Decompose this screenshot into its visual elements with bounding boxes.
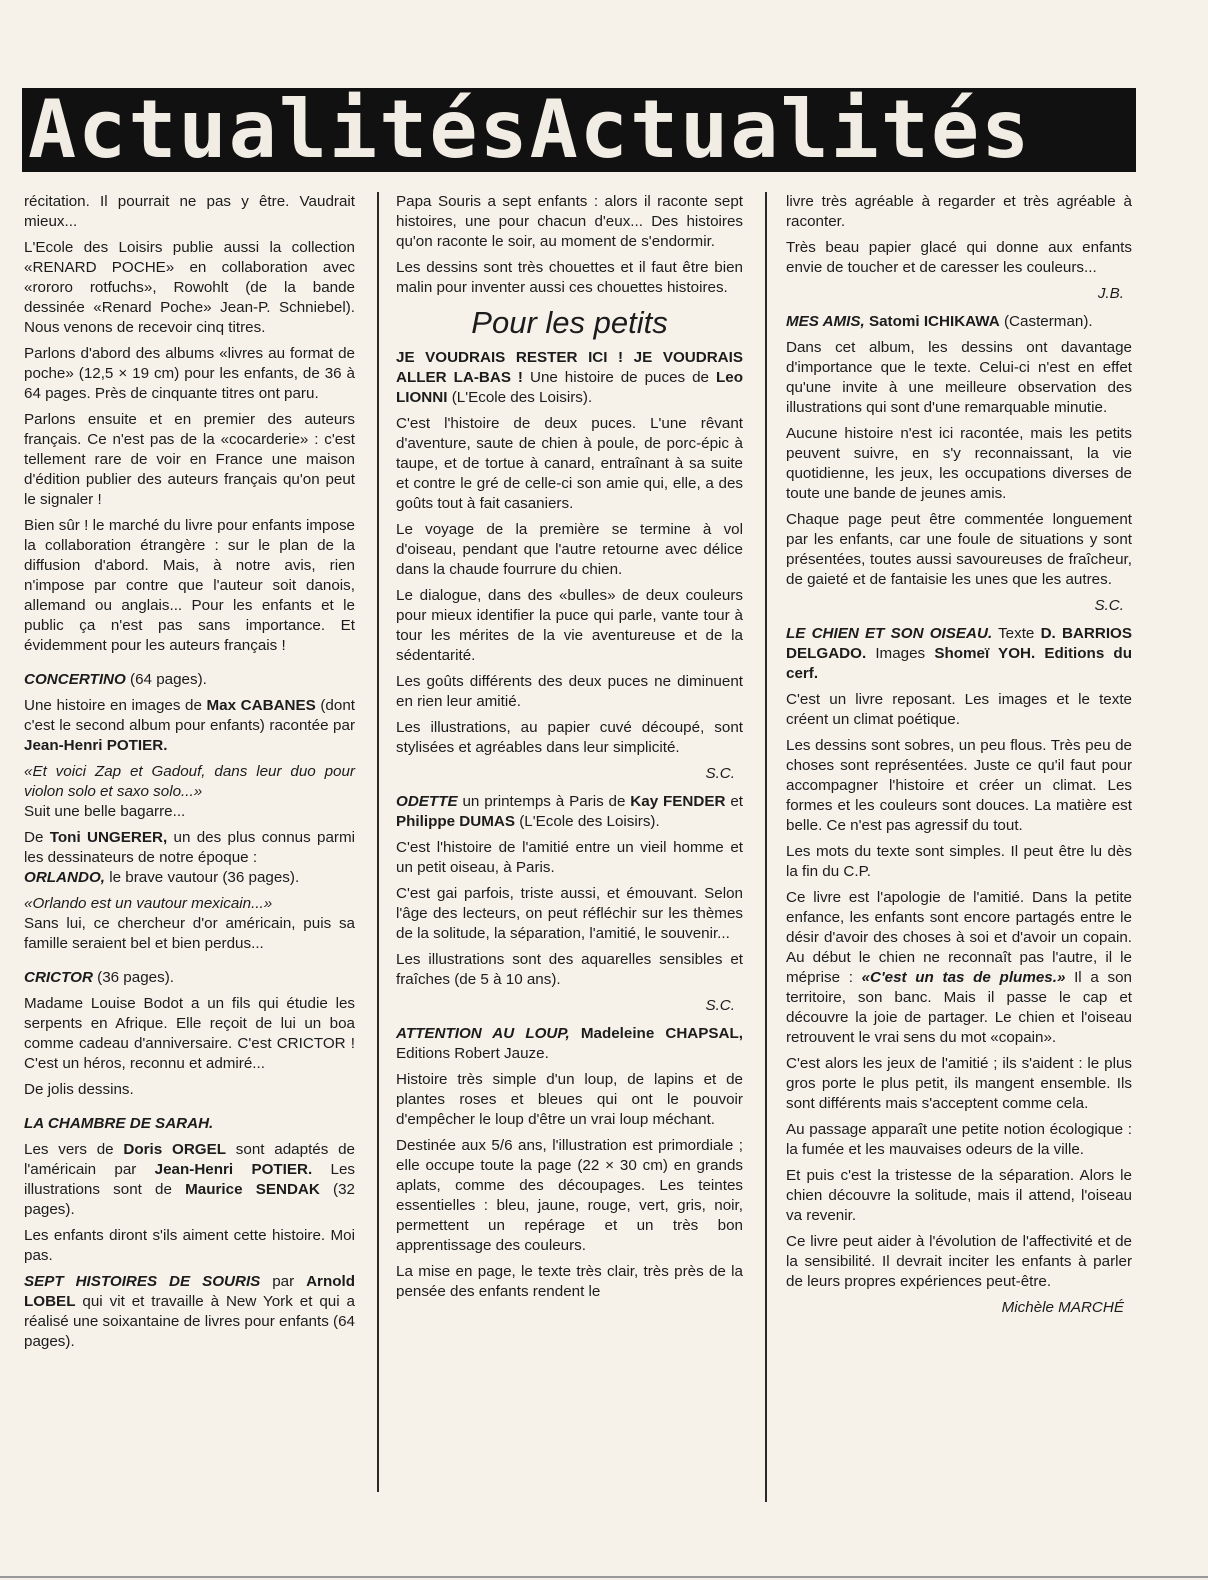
paragraph: Les dessins sont sobres, un peu flous. Très peu de choses sont représentées. Juste ce qu'il faut pour accompagner l'histoire et créer un climat. Les formes et les couleurs sont douces. La matière est belle. Ce n'est pas agressif du tout. <box>786 737 1132 834</box>
book-title: LA CHAMBRE DE SARAH. <box>24 1115 214 1132</box>
paragraph: Et puis c'est la tristesse de la séparation. Alors le chien découvre la solitude, mais il attend, l'oiseau va revenir. <box>786 1167 1132 1224</box>
paragraph: C'est l'histoire de deux puces. L'une rêvant d'aventure, saute de chien à poule, de porc-épic à taupe, et de tortue à canard, entraînant à sa suite et contre le gré de celle-ci son amie qui, elle, a des goûts tout à fait casaniers. <box>396 415 743 512</box>
paragraph: De jolis dessins. <box>24 1081 134 1098</box>
signature: S.C. <box>1094 597 1124 614</box>
author-name: Doris ORGEL <box>123 1141 227 1158</box>
paragraph: Le dialogue, dans des «bulles» de deux couleurs pour mieux identifier la puce qui parle, vante tour à tour les mérites de la vie aventureuse et de la sédentarité. <box>396 587 743 664</box>
paragraph: Parlons d'abord des albums «livres au format de poche» (12,5 × 19 cm) pour les enfants, de 36 à 64 pages. Près de cinquante titres ont paru. <box>24 345 355 402</box>
review-heading: ORLANDO, le brave vautour (36 pages). <box>24 869 300 886</box>
paragraph: Chaque page peut être commentée longuement par les enfants, car une foule de situations y sont présentées, toutes aussi savoureuses de fraîcheur, de gaieté et de fantaisie les unes que les autres. <box>786 511 1132 588</box>
paragraph: LE CHIEN ET SON OISEAU. Texte D. BARRIOS DELGADO. Images Shomeï YOH. Editions du cerf. <box>786 625 1132 682</box>
paragraph: SEPT HISTOIRES DE SOURIS par Arnold LOBEL qui vit et travaille à New York et qui a réalisé une soixantaine de livres pour enfants (64 pages). <box>24 1273 355 1350</box>
paragraph: Destinée aux 5/6 ans, l'illustration est primordiale ; elle occupe toute la page (22 × 30 cm) en grands aplats, comme des découpages. Les teintes essentielles : bleu, jaune, rouge, vert, gris, noir, permettent un repérage et un très bon apprentissage des couleurs. <box>396 1137 743 1254</box>
paragraph: C'est l'histoire de l'amitié entre un vieil homme et un petit oiseau, à Paris. <box>396 839 743 876</box>
paragraph: Suit une belle bagarre... <box>24 803 186 820</box>
author-name: Satomi ICHIKAWA <box>864 313 1000 330</box>
author-name: Maurice SENDAK <box>185 1181 320 1198</box>
quote: «Orlando est un vautour mexicain...» <box>24 895 273 912</box>
author-name: Shomeï YOH. Editions du cerf. <box>786 645 1132 682</box>
column-divider-1 <box>377 192 379 1492</box>
signature: J.B. <box>1097 285 1124 302</box>
paragraph: Histoire très simple d'un loup, de lapins et de plantes roses et bleues qui ont le pouvoir d'empêcher le loup d'être un vrai loup méchant. <box>396 1071 743 1128</box>
book-title: ATTENTION AU LOUP, <box>396 1025 570 1042</box>
column-1 <box>24 192 355 1358</box>
paragraph: C'est gai parfois, triste aussi, et émouvant. Selon l'âge des lecteurs, on peut réfléchir sur les thèmes de la solitude, la séparation, l'amitié, le souvenir... <box>396 885 743 942</box>
paragraph: De Toni UNGERER, un des plus connus parmi les dessinateurs de notre époque : <box>24 829 355 866</box>
review-heading: CONCERTINO (64 pages). <box>24 671 207 688</box>
author-name: Leo LIONNI <box>396 369 743 406</box>
author-name: Jean-Henri POTIER. <box>154 1161 313 1178</box>
paragraph: Au passage apparaît une petite notion écologique : la fumée et les mauvaises odeurs de la ville. <box>786 1121 1132 1158</box>
paragraph: Les illustrations sont des aquarelles sensibles et fraîches (de 5 à 10 ans). <box>396 951 743 988</box>
author-name: D. BARRIOS DELGADO. <box>786 625 1132 662</box>
column-2 <box>396 192 743 1308</box>
paragraph: C'est un livre reposant. Les images et le texte créent un climat poétique. <box>786 691 1132 728</box>
paragraph: Bien sûr ! le marché du livre pour enfants impose la collaboration étrangère : sur le plan de la diffusion d'abord. Mais, à notre avis, rien n'impose par contre que l'auteur soit danois, allemand ou anglais... Pour les enfants et le public ça n'est pas sans importance. Et évidemment pour les auteurs français ! <box>24 517 355 654</box>
paragraph: Ce livre est l'apologie de l'amitié. Dans la petite enfance, les enfants sont encore partagés entre le désir d'avoir des choses à soi et d'avoir un copain. Au début le chien ne reconnaît pas l'autre, il le méprise : «C'est un tas de plumes.» Il a son territoire, son banc. Mais il passe le cap et découvre la joie de partager. Le chien et l'oiseau retrouvent le vrai sens du mot «copain». <box>786 889 1132 1046</box>
column-3 <box>786 192 1132 1326</box>
author-name: Kay FENDER <box>630 793 726 810</box>
paragraph: Aucune histoire n'est ici racontée, mais les petits peuvent suivre, en s'y reconnaissant, la vie quotidienne, les jeux, les occupations diverses de toute une bande de jeunes amis. <box>786 425 1132 502</box>
signature: S.C. <box>705 765 735 782</box>
book-title: CONCERTINO <box>24 671 126 688</box>
author-name: Toni UNGERER, <box>49 829 168 846</box>
book-title: CRICTOR <box>24 969 93 986</box>
paragraph: Les enfants diront s'ils aiment cette histoire. Moi pas. <box>24 1227 355 1264</box>
paragraph: L'Ecole des Loisirs publie aussi la collection «RENARD POCHE» en collaboration avec «rororo rotfuchs», Rowohlt (de la bande dessinée «Renard Poche» Jean-P. Schniebel). Nous venons de recevoir cinq titres. <box>24 239 355 336</box>
book-title: ORLANDO, <box>24 869 105 886</box>
quote: «C'est un tas de plumes.» <box>861 969 1066 986</box>
paragraph: livre très agréable à regarder et très agréable à raconter. <box>786 193 1132 230</box>
signature: Michèle MARCHÉ <box>1001 1299 1124 1316</box>
author-name: Madeleine CHAPSAL, <box>569 1025 743 1042</box>
paragraph: Madame Louise Bodot a un fils qui étudie les serpents en Afrique. Elle reçoit de lui un boa comme cadeau d'anniversaire. C'est CRICTOR ! C'est un héros, reconnu et admiré... <box>24 995 355 1072</box>
paragraph: Très beau papier glacé qui donne aux enfants envie de toucher et de caresser les couleurs... <box>786 239 1132 276</box>
section-title: Pour les petits <box>471 305 668 340</box>
header-banner <box>22 88 1136 172</box>
paragraph: Dans cet album, les dessins ont davantage d'importance que le texte. Celui-ci n'est en effet qu'une invite à une meilleure observation des illustrations qui sont d'une remarquable minutie. <box>786 339 1132 416</box>
page-bottom-rule <box>0 1576 1208 1578</box>
paragraph: Les mots du texte sont simples. Il peut être lu dès la fin du C.P. <box>786 843 1132 880</box>
column-divider-2 <box>765 192 767 1502</box>
paragraph: Les illustrations, au papier cuvé découpé, sont stylisées et agréables dans leur simplicité. <box>396 719 743 756</box>
paragraph: Parlons ensuite et en premier des auteurs français. Ce n'est pas de la «cocarderie» : c'est tellement rare de voir en France une maison d'édition publier des auteurs français qu'on peut le signaler ! <box>24 411 355 508</box>
review-heading: CRICTOR (36 pages). <box>24 969 174 986</box>
signature: S.C. <box>705 997 735 1014</box>
paragraph: Le voyage de la première se termine à vol d'oiseau, pendant que l'autre retourne avec délice dans la chaude fourrure du chien. <box>396 521 743 578</box>
paragraph: Sans lui, ce chercheur d'or américain, puis sa famille seraient bel et bien perdus... <box>24 915 355 952</box>
author-name: Arnold LOBEL <box>24 1273 355 1310</box>
book-title: LE CHIEN ET SON OISEAU. <box>786 625 993 642</box>
paragraph: JE VOUDRAIS RESTER ICI ! JE VOUDRAIS ALLER LA-BAS ! Une histoire de puces de Leo LIONNI (L'Ecole des Loisirs). <box>396 349 743 406</box>
paragraph: ODETTE un printemps à Paris de Kay FENDER et Philippe DUMAS (L'Ecole des Loisirs). <box>396 793 743 830</box>
book-title: ODETTE <box>396 793 458 810</box>
paragraph: Les vers de Doris ORGEL sont adaptés de l'américain par Jean-Henri POTIER. Les illustrations sont de Maurice SENDAK (32 pages). <box>24 1141 355 1218</box>
paragraph: récitation. Il pourrait ne pas y être. Vaudrait mieux... <box>24 193 355 230</box>
author-name: Philippe DUMAS <box>396 813 515 830</box>
book-title: MES AMIS, <box>786 313 865 330</box>
book-title: JE VOUDRAIS RESTER ICI ! JE VOUDRAIS ALLER LA-BAS ! <box>396 349 743 386</box>
paragraph: C'est alors les jeux de l'amitié ; ils s'aident : le plus gros porte le plus petit, ils mangent ensemble. Ils sont différents mais s'acceptent comme cela. <box>786 1055 1132 1112</box>
paragraph: Une histoire en images de Max CABANES (dont c'est le second album pour enfants) racontée par Jean-Henri POTIER. <box>24 697 355 754</box>
paragraph: La mise en page, le texte très clair, très près de la pensée des enfants rendent le <box>396 1263 743 1300</box>
quote: «Et voici Zap et Gadouf, dans leur duo pour violon solo et saxo solo...» <box>24 763 355 800</box>
book-title: SEPT HISTOIRES DE SOURIS <box>24 1273 261 1290</box>
paragraph: MES AMIS, Satomi ICHIKAWA (Casterman). <box>786 313 1093 330</box>
author-name: Jean-Henri POTIER. <box>24 737 168 754</box>
paragraph: Les goûts différents des deux puces ne diminuent en rien leur amitié. <box>396 673 743 710</box>
paragraph: Papa Souris a sept enfants : alors il raconte sept histoires, une pour chacun d'eux... Des histoires qu'on raconte le soir, au moment de s'endormir. <box>396 193 743 250</box>
banner-title: ActualitésActualités <box>28 88 1032 172</box>
paragraph: Ce livre peut aider à l'évolution de l'affectivité et de la sensibilité. Il devrait inciter les enfants à parler de leurs propres expériences peut-être. <box>786 1233 1132 1290</box>
paragraph: Les dessins sont très chouettes et il faut être bien malin pour inventer aussi ces chouettes histoires. <box>396 259 743 296</box>
author-name: Max CABANES <box>206 697 316 714</box>
paragraph: ATTENTION AU LOUP, Madeleine CHAPSAL, Editions Robert Jauze. <box>396 1025 743 1062</box>
